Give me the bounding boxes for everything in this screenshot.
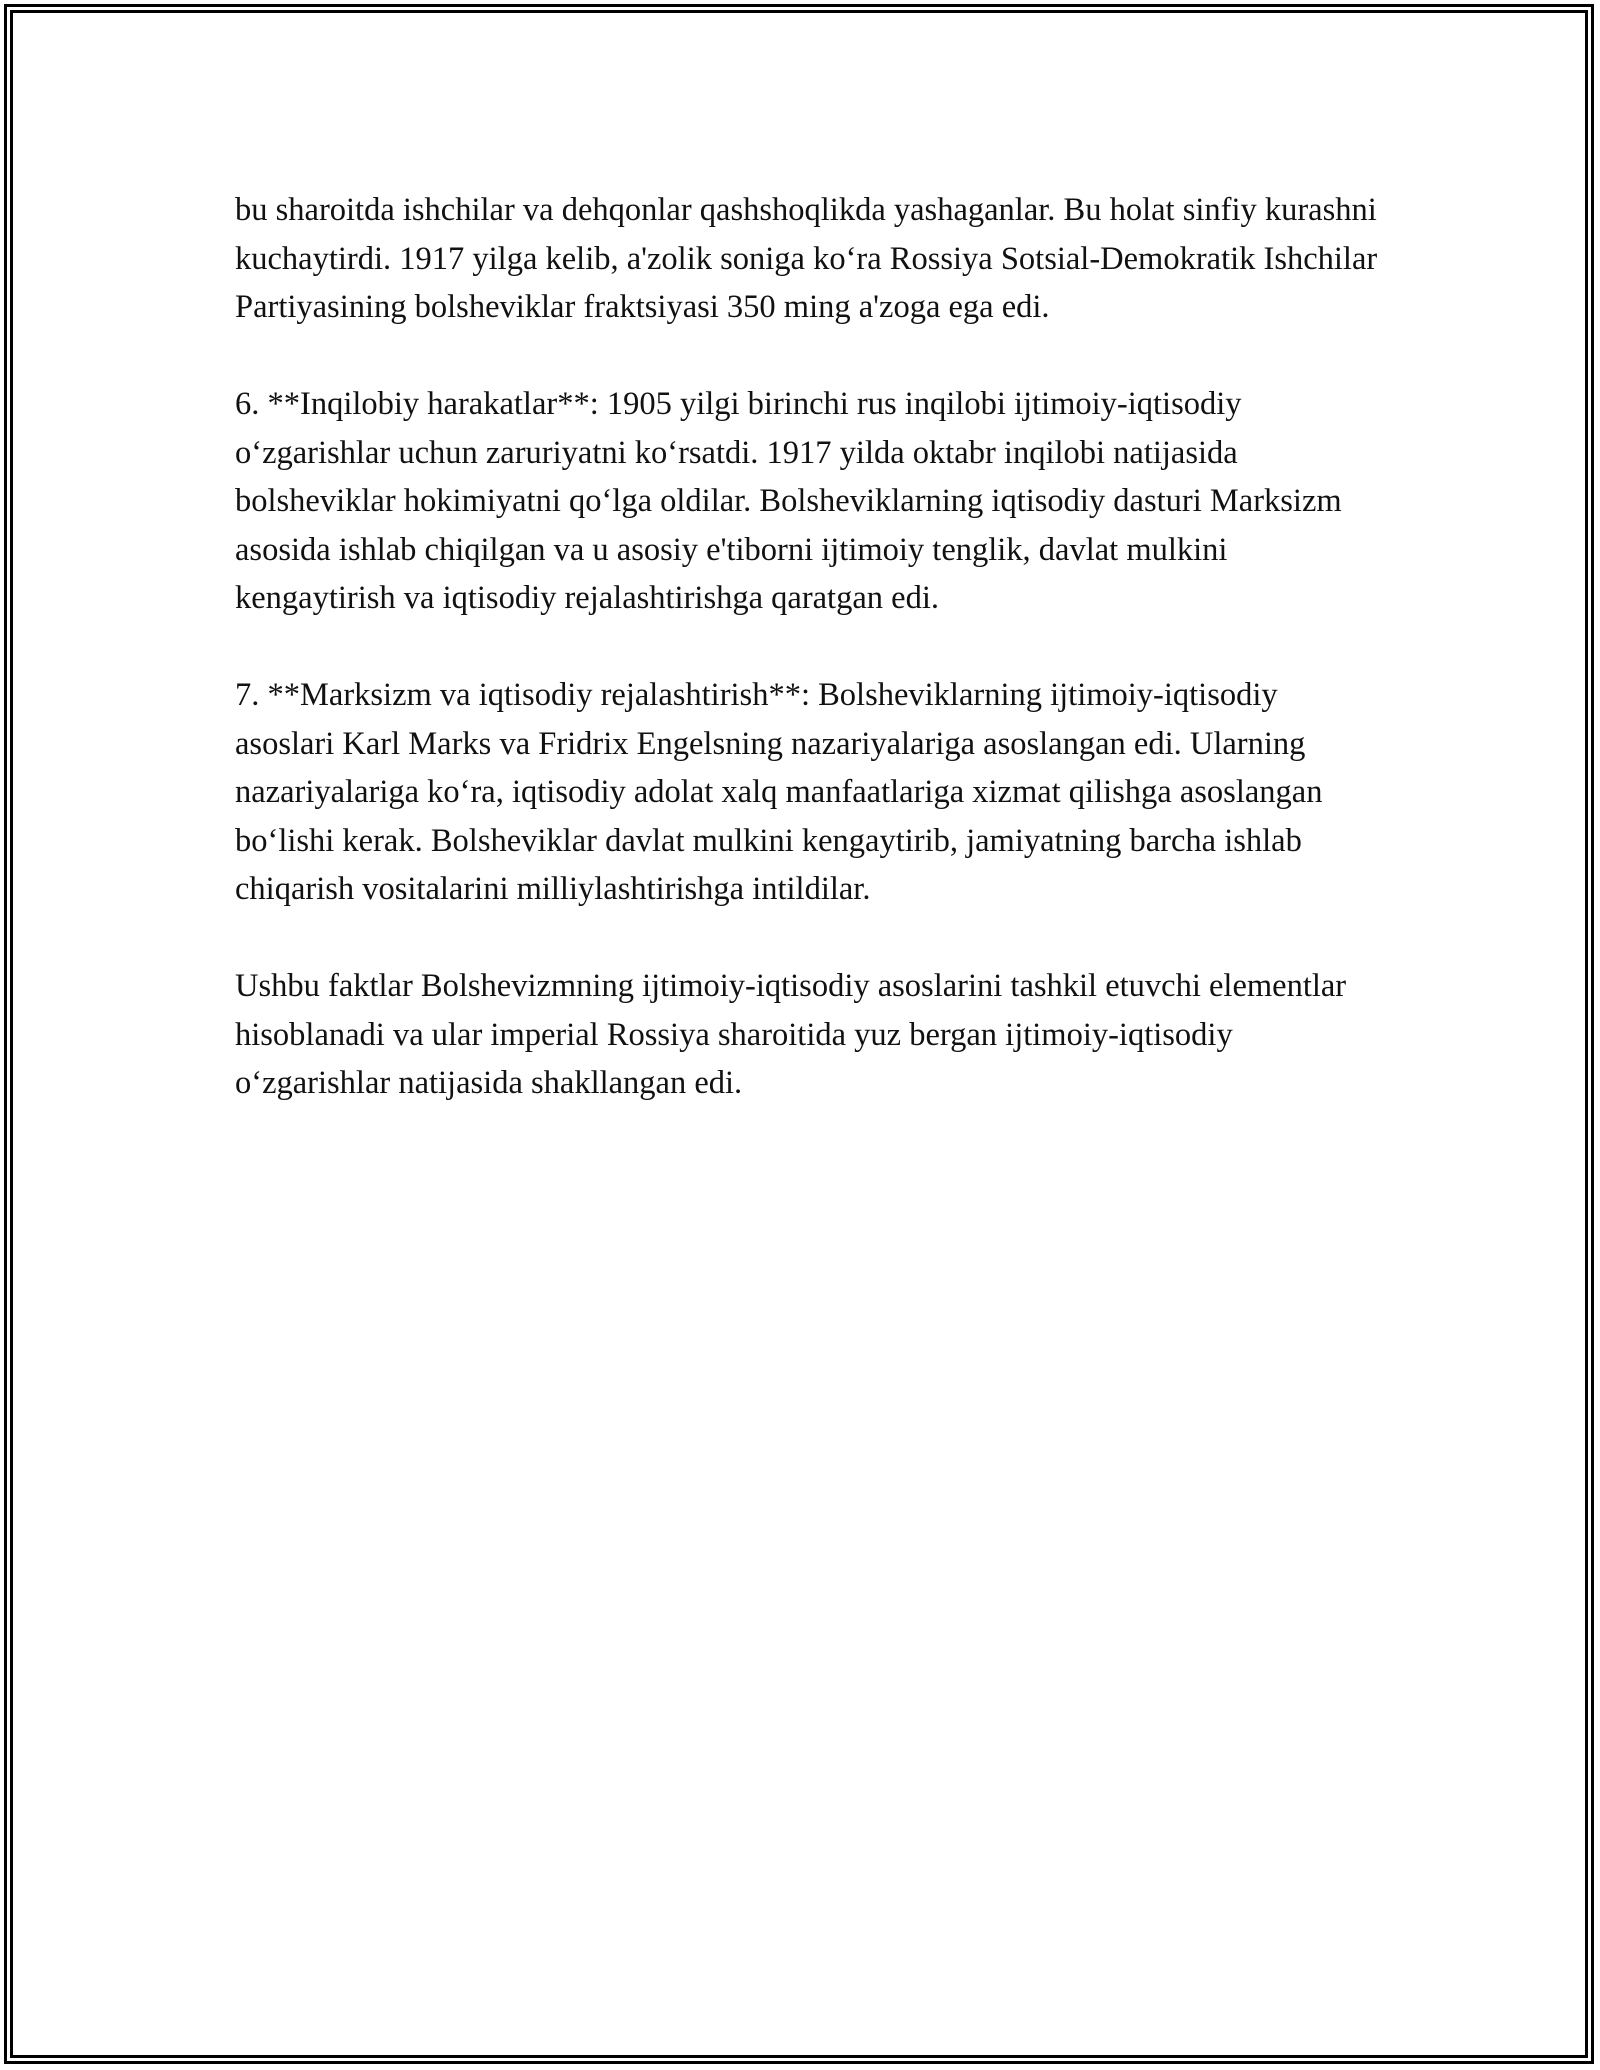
paragraph-conclusion: Ushbu faktlar Bolshevizmning ijtimoiy-iqtisodiy asoslarini tashkil etuvchi elementlar hisoblanadi va ular imperial Rossiya sharoitida yuz bergan ijtimoiy-iqtisodiy o‘zgarishlar natijasida shakllangan edi. xyxy=(235,968,1347,1101)
document-body xyxy=(235,186,1385,1156)
paragraph-revolutionary-movements: 6. **Inqilobiy harakatlar**: 1905 yilgi birinchi rus inqilobi ijtimoiy-iqtisodiy o‘zgarishlar uchun zaruriyatni ko‘rsatdi. 1917 yilda oktabr inqilobi natijasida bolsheviklar hokimiyatni qo‘lga oldilar. Bolsheviklarning iqtisodiy dasturi Marksizm asosida ishlab chiqilgan va u asosiy e'tiborni ijtimoiy tenglik, davlat mulkini kengaytirish va iqtisodiy rejalashtirishga qaratgan edi. xyxy=(235,386,1342,616)
paragraph-continuation: bu sharoitda ishchilar va dehqonlar qashshoqlikda yashaganlar. Bu holat sinfiy kurashni kuchaytirdi. 1917 yilga kelib, a'zolik soniga ko‘ra Rossiya Sotsial-Demokratik Ishchilar Partiyasining bolsheviklar fraktsiyasi 350 ming a'zoga ega edi. xyxy=(235,192,1378,325)
paragraph-marxism-planning: 7. **Marksizm va iqtisodiy rejalashtirish**: Bolsheviklarning ijtimoiy-iqtisodiy asoslari Karl Marks va Fridrix Engelsning nazariyalariga asoslangan edi. Ularning nazariyalariga ko‘ra, iqtisodiy adolat xalq manfaatlariga xizmat qilishga asoslangan bo‘lishi kerak. Bolsheviklar davlat mulkini kengaytirib, jamiyatning barcha ishlab chiqarish vositalarini milliylashtirishga intildilar. xyxy=(235,677,1323,907)
